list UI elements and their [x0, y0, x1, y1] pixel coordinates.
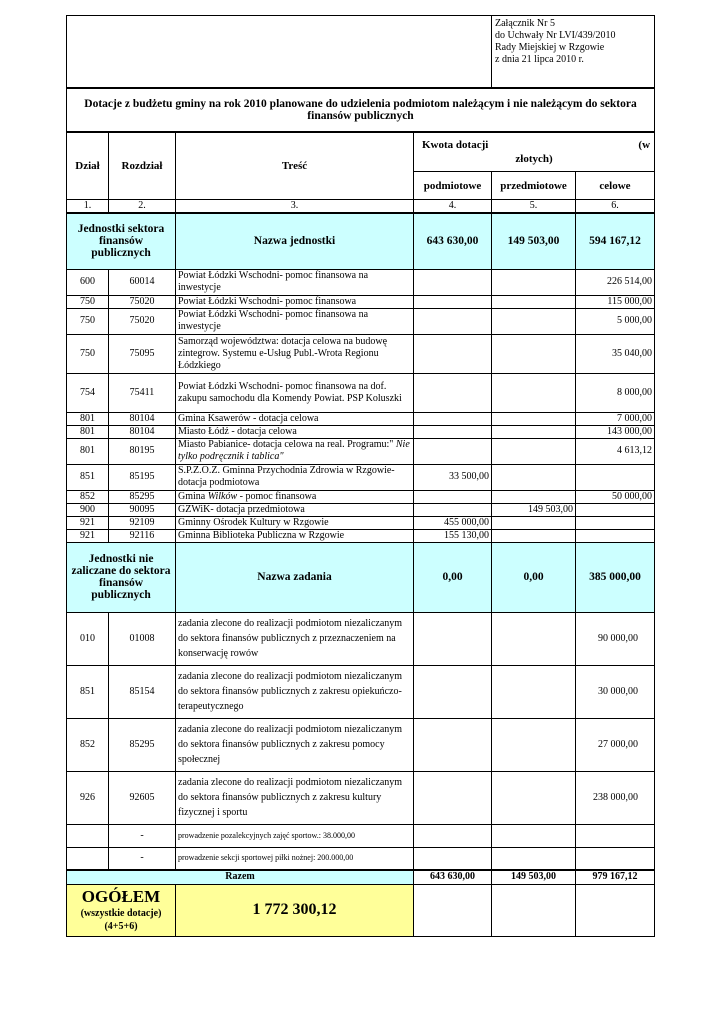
cell-przedmiotowe [492, 438, 576, 464]
ogolem-total: 1 772 300,12 [176, 884, 414, 936]
cell-dzial [67, 847, 109, 870]
cell-celowe [576, 529, 655, 542]
cell-podmiotowe: 33 500,00 [414, 464, 492, 490]
cell-celowe: 30 000,00 [576, 665, 655, 718]
ogolem-podmiotowe [414, 884, 492, 936]
section-name-header: Nazwa jednostki [176, 213, 414, 269]
column-number: 4. [414, 200, 492, 214]
cell-tresc [176, 490, 414, 503]
razem-label: Razem [67, 870, 414, 884]
column-number: 1. [67, 200, 109, 214]
cell-dzial: 852 [67, 490, 109, 503]
tresc-part: Gmina [178, 490, 208, 502]
table-row [67, 373, 655, 412]
cell-rozdzial: 92116 [109, 529, 176, 542]
cell-przedmiotowe [492, 516, 576, 529]
cell-celowe: 115 000,00 [576, 295, 655, 308]
table-row [67, 516, 655, 529]
column-number: 5. [492, 200, 576, 214]
cell-podmiotowe [414, 438, 492, 464]
annex-line: Rady Miejskiej w Rzgowie [495, 42, 605, 53]
table-row [67, 16, 655, 88]
section-celowe: 385 000,00 [576, 542, 655, 612]
cell-dzial: 926 [67, 771, 109, 824]
table-row [67, 308, 655, 334]
cell-tresc: Gminna Biblioteka Publiczna w Rzgowie [176, 529, 414, 542]
cell-tresc: Samorząd województwa: dotacja celowa na budowę zintegrow. Systemu e-Usług Publ.-Wrota Regionu Łódzkiego [176, 334, 414, 373]
header-podmiotowe: podmiotowe [414, 172, 492, 200]
cell-podmiotowe [414, 373, 492, 412]
cell-celowe [576, 824, 655, 847]
cell-celowe [576, 847, 655, 870]
cell-podmiotowe: 155 130,00 [414, 529, 492, 542]
cell-tresc: Powiat Łódzki Wschodni- pomoc finansowa na inwestycje [176, 269, 414, 295]
annex-line: z dnia 21 lipca 2010 r. [495, 54, 584, 65]
table-row [67, 295, 655, 308]
table-row [67, 884, 655, 936]
ogolem-przedmiotowe [492, 884, 576, 936]
cell-tresc: Miasto Łódź - dotacja celowa [176, 425, 414, 438]
column-number: 3. [176, 200, 414, 214]
cell-celowe: 7 000,00 [576, 412, 655, 425]
cell-dzial: 851 [67, 665, 109, 718]
cell-celowe [576, 503, 655, 516]
cell-przedmiotowe [492, 529, 576, 542]
table-row [67, 503, 655, 516]
cell-celowe: 27 000,00 [576, 718, 655, 771]
table-row [67, 824, 655, 847]
table-row [67, 665, 655, 718]
cell-przedmiotowe [492, 847, 576, 870]
cell-podmiotowe [414, 490, 492, 503]
header-przedmiotowe: przedmiotowe [492, 172, 576, 200]
cell-dzial: 750 [67, 334, 109, 373]
cell-tresc: GZWiK- dotacja przedmiotowa [176, 503, 414, 516]
table-row [67, 870, 655, 884]
cell-dzial: 754 [67, 373, 109, 412]
cell-rozdzial: 85295 [109, 718, 176, 771]
tresc-part: Nie tylko podręcznik i tablica" [178, 439, 410, 462]
cell-celowe: 90 000,00 [576, 612, 655, 665]
cell-tresc: prowadzenie sekcji sportowej piłki nożnej: 200.000,00 [176, 847, 414, 870]
cell-przedmiotowe [492, 295, 576, 308]
table-row [67, 412, 655, 425]
header-tresc: Treść [176, 132, 414, 200]
table-row [67, 269, 655, 295]
cell-tresc: Powiat Łódzki Wschodni- pomoc finansowa na inwestycje [176, 308, 414, 334]
cell-podmiotowe [414, 824, 492, 847]
ogolem-sub: (wszystkie dotacje) [80, 908, 162, 919]
cell-celowe: 5 000,00 [576, 308, 655, 334]
cell-przedmiotowe [492, 308, 576, 334]
cell-tresc: prowadzenie pozalekcyjnych zajęć sportow.: 38.000,00 [176, 824, 414, 847]
cell-podmiotowe [414, 665, 492, 718]
cell-rozdzial: 92605 [109, 771, 176, 824]
cell-podmiotowe [414, 503, 492, 516]
cell-podmiotowe [414, 269, 492, 295]
cell-tresc: Powiat Łódzki Wschodni- pomoc finansowa [176, 295, 414, 308]
cell-przedmiotowe: 149 503,00 [492, 503, 576, 516]
cell-rozdzial: 75095 [109, 334, 176, 373]
cell-podmiotowe: 455 000,00 [414, 516, 492, 529]
cell-tresc: Powiat Łódzki Wschodni- pomoc finansowa na dof. zakupu samochodu dla Komendy Powiat. PSP Koluszki [176, 373, 414, 412]
cell-przedmiotowe [492, 771, 576, 824]
table-row [67, 718, 655, 771]
table-row [67, 542, 655, 612]
cell-przedmiotowe [492, 334, 576, 373]
cell-rozdzial: 85295 [109, 490, 176, 503]
cell-celowe [576, 464, 655, 490]
table-row [67, 438, 655, 464]
cell-przedmiotowe [492, 269, 576, 295]
cell-rozdzial: 60014 [109, 269, 176, 295]
cell-rozdzial: - [109, 847, 176, 870]
cell-przedmiotowe [492, 464, 576, 490]
tresc-part: Wilków [207, 490, 238, 502]
cell-celowe: 8 000,00 [576, 373, 655, 412]
section-przedmiotowe: 0,00 [492, 542, 576, 612]
cell-podmiotowe [414, 295, 492, 308]
cell-tresc: Gmina Ksawerów - dotacja celowa [176, 412, 414, 425]
table-row [67, 334, 655, 373]
table-row [67, 490, 655, 503]
cell-podmiotowe [414, 612, 492, 665]
razem-przedmiotowe: 149 503,00 [492, 870, 576, 884]
cell-przedmiotowe [492, 612, 576, 665]
razem-celowe: 979 167,12 [576, 870, 655, 884]
cell-przedmiotowe [492, 824, 576, 847]
cell-dzial: 010 [67, 612, 109, 665]
cell-dzial: 921 [67, 516, 109, 529]
table-row [67, 425, 655, 438]
tresc-part: - pomoc finansowa [237, 490, 317, 502]
cell-celowe: 35 040,00 [576, 334, 655, 373]
cell-rozdzial: 85195 [109, 464, 176, 490]
annex-line: Załącznik Nr 5 [495, 18, 555, 29]
header-celowe: celowe [576, 172, 655, 200]
cell-rozdzial: 75411 [109, 373, 176, 412]
cell-podmiotowe [414, 718, 492, 771]
cell-przedmiotowe [492, 665, 576, 718]
table-row [67, 88, 655, 132]
kwota-label: Kwota dotacji [422, 138, 489, 151]
table-row [67, 529, 655, 542]
table-row [67, 200, 655, 214]
section-celowe: 594 167,12 [576, 213, 655, 269]
section-przedmiotowe: 149 503,00 [492, 213, 576, 269]
cell-tresc: zadania zlecone do realizacji podmiotom niezaliczanym do sektora finansów publicznych z zakresu kultury fizycznej i sportu [176, 771, 414, 824]
table-row [67, 464, 655, 490]
cell-tresc: zadania zlecone do realizacji podmiotom niezaliczanym do sektora finansów publicznych z zakresu opiekuńczo-terapeutycznego [176, 665, 414, 718]
cell-dzial: 750 [67, 295, 109, 308]
section-name-header: Nazwa zadania [176, 542, 414, 612]
cell-celowe: 238 000,00 [576, 771, 655, 824]
cell-podmiotowe [414, 425, 492, 438]
cell-podmiotowe [414, 771, 492, 824]
cell-dzial: 852 [67, 718, 109, 771]
cell-rozdzial: 80104 [109, 412, 176, 425]
cell-podmiotowe [414, 334, 492, 373]
cell-przedmiotowe [492, 490, 576, 503]
cell-dzial: 750 [67, 308, 109, 334]
cell-rozdzial: 85154 [109, 665, 176, 718]
cell-tresc: S.P.Z.O.Z. Gminna Przychodnia Zdrowia w Rzgowie- dotacja podmiotowa [176, 464, 414, 490]
cell-rozdzial: 80104 [109, 425, 176, 438]
cell-dzial: 851 [67, 464, 109, 490]
annex-line: do Uchwały Nr LVI/439/2010 [495, 30, 616, 41]
column-number: 2. [109, 200, 176, 214]
cell-rozdzial: 75020 [109, 295, 176, 308]
kwota-unit: (w [638, 138, 651, 151]
section-label: Jednostki nie zaliczane do sektora finansów publicznych [67, 542, 176, 612]
cell-rozdzial: 80195 [109, 438, 176, 464]
cell-dzial: 900 [67, 503, 109, 516]
table-row [67, 612, 655, 665]
cell-rozdzial: 90095 [109, 503, 176, 516]
header-dzial: Dział [67, 132, 109, 200]
cell-podmiotowe [414, 847, 492, 870]
section-podmiotowe: 0,00 [414, 542, 492, 612]
cell-rozdzial: 75020 [109, 308, 176, 334]
grants-table [66, 15, 655, 937]
ogolem-title: OGÓŁEM [81, 887, 161, 906]
cell-podmiotowe [414, 412, 492, 425]
cell-celowe: 4 613,12 [576, 438, 655, 464]
cell-dzial: 801 [67, 412, 109, 425]
cell-rozdzial: 92109 [109, 516, 176, 529]
header-rozdzial: Rozdział [109, 132, 176, 200]
annex-note [492, 16, 655, 88]
cell-tresc: Gminny Ośrodek Kultury w Rzgowie [176, 516, 414, 529]
cell-celowe: 226 514,00 [576, 269, 655, 295]
cell-tresc: zadania zlecone do realizacji podmiotom niezaliczanym do sektora finansów publicznych z przeznaczeniem na konserwację rowów [176, 612, 414, 665]
cell-przedmiotowe [492, 373, 576, 412]
tresc-part: Miasto Pabianice- dotacja celowa na real. Programu:" [178, 439, 396, 450]
ogolem-formula: (4+5+6) [104, 921, 138, 932]
cell-celowe: 143 000,00 [576, 425, 655, 438]
cell-tresc: zadania zlecone do realizacji podmiotom niezaliczanym do sektora finansów publicznych z zakresu pomocy społecznej [176, 718, 414, 771]
cell-dzial: 801 [67, 438, 109, 464]
annex-spacer [67, 16, 492, 88]
cell-tresc [176, 438, 414, 464]
cell-dzial: 921 [67, 529, 109, 542]
table-row [67, 771, 655, 824]
table-row [67, 213, 655, 269]
kwota-unit-zl: złotych) [515, 152, 553, 165]
ogolem-label [67, 884, 176, 936]
cell-rozdzial: 01008 [109, 612, 176, 665]
header-kwota [414, 132, 655, 172]
cell-podmiotowe [414, 308, 492, 334]
cell-przedmiotowe [492, 425, 576, 438]
cell-przedmiotowe [492, 718, 576, 771]
cell-dzial: 600 [67, 269, 109, 295]
table-row [67, 847, 655, 870]
cell-przedmiotowe [492, 412, 576, 425]
section-label: Jednostki sektora finansów publicznych [67, 213, 176, 269]
cell-rozdzial: - [109, 824, 176, 847]
section-podmiotowe: 643 630,00 [414, 213, 492, 269]
razem-podmiotowe: 643 630,00 [414, 870, 492, 884]
ogolem-celowe [576, 884, 655, 936]
cell-dzial [67, 824, 109, 847]
cell-celowe: 50 000,00 [576, 490, 655, 503]
cell-celowe [576, 516, 655, 529]
page-title: Dotacje z budżetu gminy na rok 2010 planowane do udzielenia podmiotom należącym i nie należącym do sektora finansów publicznych [67, 88, 655, 132]
table-row [67, 132, 655, 172]
column-number: 6. [576, 200, 655, 214]
cell-dzial: 801 [67, 425, 109, 438]
